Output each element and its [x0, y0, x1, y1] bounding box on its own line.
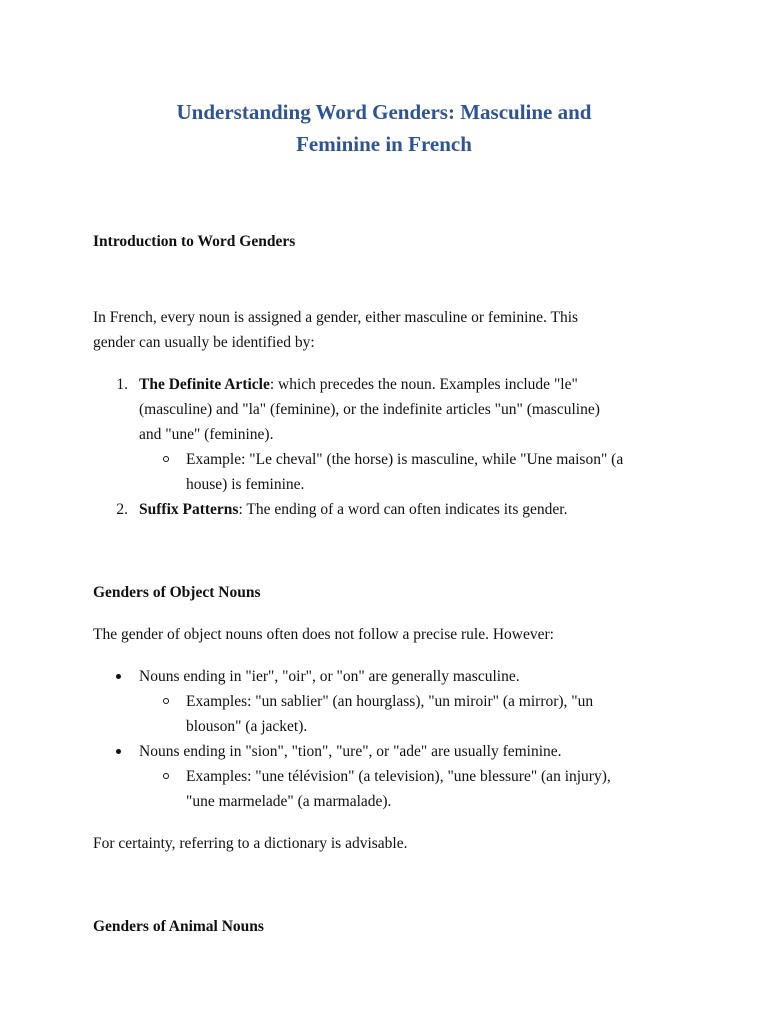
suffix-patterns-desc: : The ending of a word can often indicates its gender. — [238, 501, 568, 518]
suffix-patterns-term: Suffix Patterns — [139, 501, 239, 518]
example-line-2: house) is feminine. — [186, 476, 305, 493]
object-nouns-intro: The gender of object nouns often does not follow a precise rule. However: — [93, 626, 554, 643]
sub-bullet-circle-icon — [163, 773, 169, 779]
ordered-list-item-2 — [139, 497, 679, 522]
feminine-examples-line-2: "une marmelade" (a marmalade). — [186, 793, 392, 810]
definite-article-desc: : which precedes the noun. Examples include "le" — [269, 376, 578, 393]
section-heading-introduction: Introduction to Word Genders — [93, 233, 296, 250]
list-number-2: 2. — [116, 501, 128, 518]
section-heading-animal-nouns: Genders of Animal Nouns — [93, 918, 264, 935]
definite-article-term: The Definite Article — [139, 376, 270, 393]
dictionary-advice: For certainty, referring to a dictionary is advisable. — [93, 835, 408, 852]
ordered-list-item-1 — [139, 372, 679, 447]
sub-list-item-example — [186, 447, 676, 497]
sub-list-item-masculine-examples — [186, 689, 676, 739]
intro-line-2: gender can usually be identified by: — [93, 334, 315, 351]
title-line-2: Feminine in French — [296, 132, 472, 156]
bullet-dot-icon — [116, 749, 121, 754]
intro-line-1: In French, every noun is assigned a gender, either masculine or feminine. This — [93, 309, 579, 326]
sub-bullet-circle-icon — [163, 698, 169, 704]
sub-bullet-circle-icon — [163, 456, 169, 462]
bullet-item-masculine: Nouns ending in "ier", "oir", or "on" are generally masculine. — [139, 668, 520, 685]
example-line-1: Example: "Le cheval" (the horse) is masculine, while "Une maison" (a — [186, 451, 624, 468]
masculine-examples-line-2: blouson" (a jacket). — [186, 718, 308, 735]
intro-paragraph — [93, 305, 678, 355]
definite-article-line-3: and "une" (feminine). — [139, 426, 274, 443]
sub-list-item-feminine-examples — [186, 764, 676, 814]
bullet-item-feminine: Nouns ending in "sion", "tion", "ure", or "ade" are usually feminine. — [139, 743, 562, 760]
title-line-1: Understanding Word Genders: Masculine and — [176, 100, 592, 124]
document-title — [93, 96, 675, 160]
masculine-examples-line-1: Examples: "un sablier" (an hourglass), "un miroir" (a mirror), "un — [186, 693, 594, 710]
bullet-dot-icon — [116, 674, 121, 679]
list-number-1: 1. — [116, 376, 128, 393]
section-heading-object-nouns: Genders of Object Nouns — [93, 584, 261, 601]
feminine-examples-line-1: Examples: "une télévision" (a television), "une blessure" (an injury), — [186, 768, 611, 785]
definite-article-line-2: (masculine) and "la" (feminine), or the indefinite articles "un" (masculine) — [139, 401, 600, 418]
